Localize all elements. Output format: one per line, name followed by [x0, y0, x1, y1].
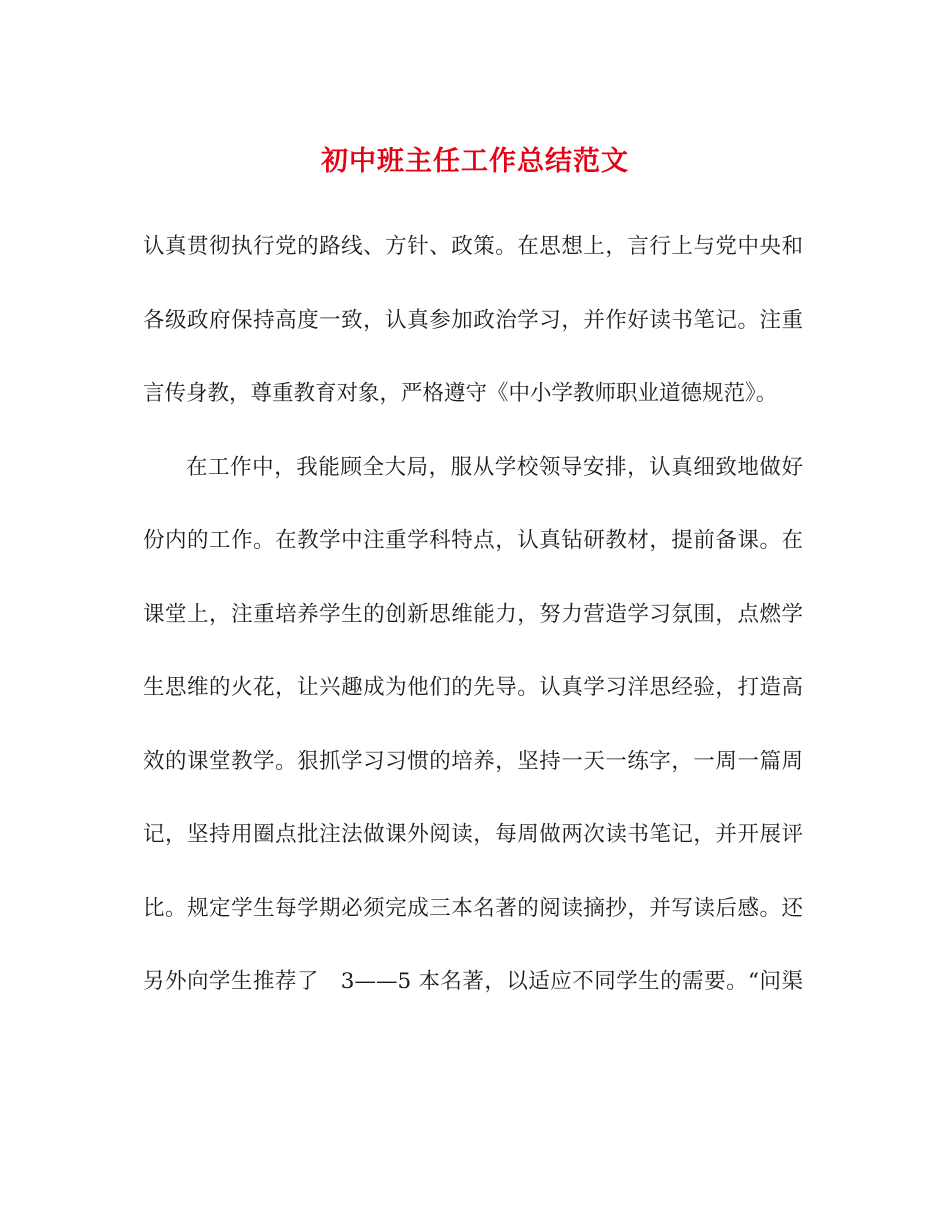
body-line: 在工作中，我能顾全大局，服从学校领导安排，认真细致地做好 [186, 454, 803, 480]
document-body [143, 227, 803, 1036]
body-line: 课堂上，注重培养学生的创新思维能力，努力营造学习氛围，点燃学 [143, 601, 803, 627]
body-line: 另外向学生推荐了 3——5 本名著，以适应不同学生的需要。“问渠 [143, 969, 803, 994]
body-line: 份内的工作。在教学中注重学科特点，认真钻研教材，提前备课。在 [143, 528, 803, 553]
body-line: 比。规定学生每学期必须完成三本名著的阅读摘抄，并写读后感。还 [143, 895, 803, 921]
body-line: 记，坚持用圈点批注法做课外阅读，每周做两次读书笔记，并开展评 [143, 822, 803, 847]
body-line: 生思维的火花，让兴趣成为他们的先导。认真学习洋思经验，打造高 [143, 675, 803, 700]
body-line: 言传身教，尊重教育对象，严格遵守《中小学教师职业道德规范》。 [143, 381, 778, 406]
body-line: 效的课堂教学。狠抓学习习惯的培养，坚持一天一练字，一周一篇周 [143, 748, 803, 774]
body-line: 各级政府保持高度一致，认真参加政治学习，并作好读书笔记。注重 [143, 307, 803, 333]
body-line: 认真贯彻执行党的路线、方针、政策。在思想上，言行上与党中央和 [143, 234, 803, 259]
document-title: 初中班主任工作总结范文 [321, 146, 629, 177]
